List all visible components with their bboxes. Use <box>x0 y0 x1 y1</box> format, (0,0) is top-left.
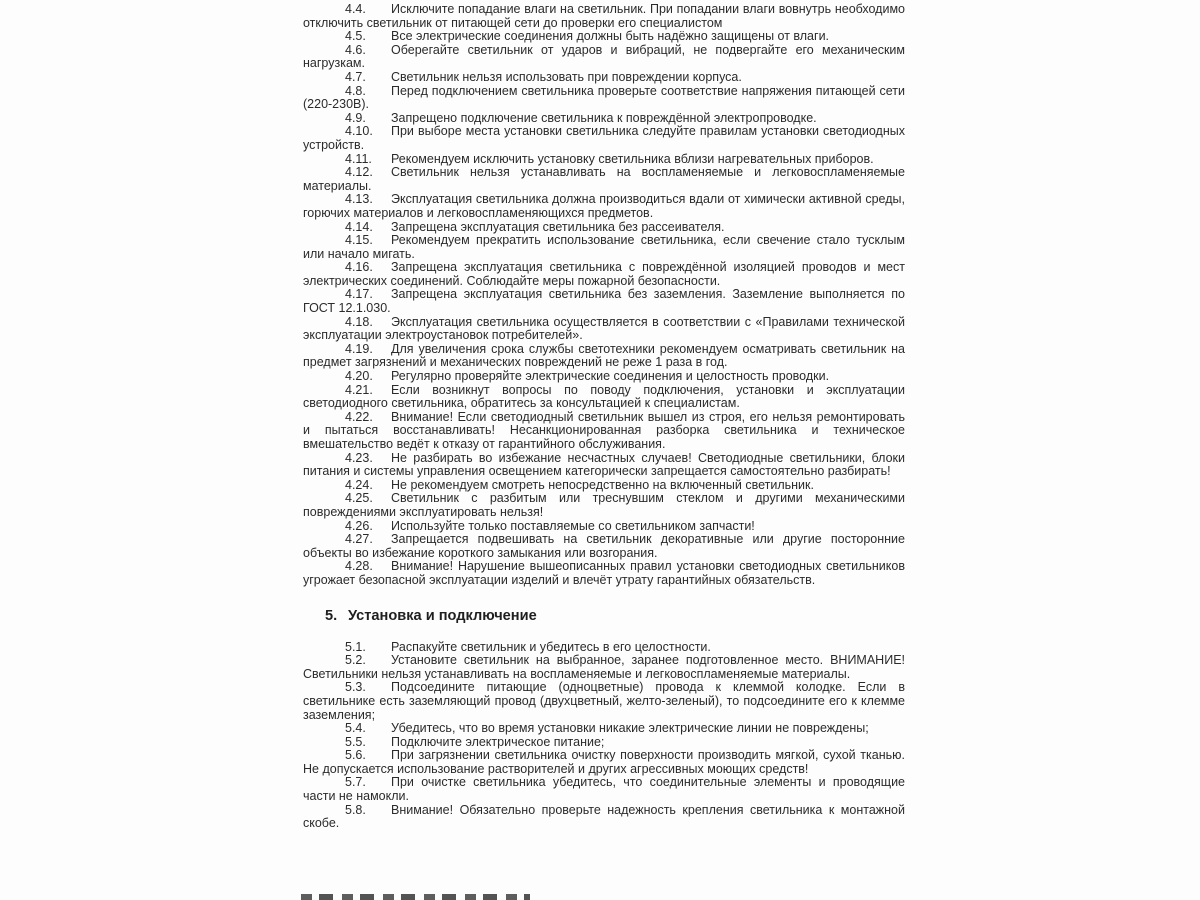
item-text: Внимание! Если светодиодный светильник вышел из строя, его нельзя ремонтировать и пытаться восстанавливать! Несанкционированная разборка светильника и техническое вмешательство ведёт к отказу от гарантийного обслуживания. <box>303 409 905 451</box>
item-number: 4.15. <box>345 233 373 248</box>
item-text: Убедитесь, что во время установки никакие электрические линии не повреждены; <box>391 721 869 736</box>
numbered-list-item <box>303 234 905 261</box>
item-text: Светильник нельзя устанавливать на воспламеняемые и легковоспламеняемые материалы. <box>303 165 905 193</box>
item-text: При выборе места установки светильника следуйте правилам установки светодиодных устройств. <box>303 124 905 152</box>
numbered-list-item <box>303 654 905 681</box>
item-text: Распакуйте светильник и убедитесь в его целостности. <box>391 639 711 654</box>
section-5-install-steps-list <box>303 641 905 831</box>
numbered-list-item <box>303 112 905 126</box>
numbered-list-item <box>303 166 905 193</box>
item-number: 4.14. <box>345 219 373 234</box>
item-number: 4.12. <box>345 165 373 180</box>
item-text: Регулярно проверяйте электрические соединения и целостность проводки. <box>391 369 830 384</box>
item-text: Запрещена эксплуатация светильника с повреждённой изоляцией проводов и мест электрических соединений. Соблюдайте меры пожарной безопасности. <box>303 260 905 288</box>
numbered-list-item <box>303 452 905 479</box>
numbered-list-item <box>303 316 905 343</box>
item-text: Запрещена эксплуатация светильника без рассеивателя. <box>391 219 725 234</box>
item-number: 5.4. <box>345 721 366 736</box>
numbered-list-item <box>303 370 905 384</box>
numbered-list-item <box>303 384 905 411</box>
numbered-list-item <box>303 641 905 655</box>
item-text: Перед подключением светильника проверьте соответствие напряжения питающей сети (220-230В). <box>303 83 905 112</box>
item-text: Запрещена эксплуатация светильника без заземления. Заземление выполняется по ГОСТ 12.1.030. <box>303 287 905 316</box>
numbered-list-item <box>303 71 905 85</box>
item-text: Подсоедините питающие (одноцветные) провода к клеммой колодке. Если в светильнике есть заземляющий провод (двухцветный, желто-зеленый), то подсоедините его к клемме заземления; <box>303 680 905 722</box>
item-text: Эксплуатация светильника должна производиться вдали от химически активной среды, горючих материалов и легковоспламеняющихся предметов. <box>303 192 905 220</box>
item-number: 4.26. <box>345 518 373 533</box>
item-number: 4.7. <box>345 69 366 84</box>
numbered-list-item <box>303 30 905 44</box>
numbered-list-item <box>303 533 905 560</box>
item-number: 4.4. <box>345 2 366 16</box>
item-text: Если возникнут вопросы по поводу подключения, установки и эксплуатации светодиодного светильника, обратитесь за консультацией к специалистам. <box>303 382 905 411</box>
section-4-safety-rules-list <box>303 3 905 588</box>
item-number: 5.8. <box>345 802 366 817</box>
item-number: 4.22. <box>345 409 373 424</box>
numbered-list-item <box>303 776 905 803</box>
item-text: Все электрические соединения должны быть надёжно защищены от влаги. <box>391 29 830 44</box>
numbered-list-item <box>303 749 905 776</box>
manual-text-column <box>303 3 905 831</box>
item-number: 4.23. <box>345 450 373 465</box>
item-number: 4.20. <box>345 369 373 384</box>
item-number: 4.6. <box>345 42 366 57</box>
item-number: 4.9. <box>345 110 366 125</box>
item-number: 4.18. <box>345 314 373 329</box>
item-number: 4.11. <box>345 151 372 166</box>
item-text: Не разбирать во избежание несчастных случаев! Светодиодные светильники, блоки питания и системы управления освещением категорически запрещается самостоятельно разбирать! <box>303 450 905 479</box>
item-text: Для увеличения срока службы светотехники рекомендуем осматривать светильник на предмет загрязнений и механических повреждений не реже 1 раза в год. <box>303 341 905 370</box>
item-number: 5.1. <box>345 639 366 654</box>
item-number: 4.19. <box>345 341 373 356</box>
item-text: Эксплуатация светильника осуществляется в соответствии с «Правилами технической эксплуатации электроустановок потребителей». <box>303 314 905 343</box>
item-number: 5.3. <box>345 680 366 695</box>
numbered-list-item <box>303 520 905 534</box>
numbered-list-item <box>303 153 905 167</box>
numbered-list-item <box>303 343 905 370</box>
item-text: Рекомендуем исключить установку светильника вблизи нагревательных приборов. <box>391 151 874 166</box>
numbered-list-item <box>303 85 905 112</box>
item-number: 5.2. <box>345 653 366 668</box>
numbered-list-item <box>303 261 905 288</box>
item-text: Оберегайте светильник от ударов и вибраций, не подвергайте его механическим нагрузкам. <box>303 42 905 71</box>
numbered-list-item <box>303 411 905 452</box>
numbered-list-item <box>303 44 905 71</box>
item-text: Рекомендуем прекратить использование светильника, если свечение стало тусклым или начало мигать. <box>303 233 905 261</box>
item-text: Подключите электрическое питание; <box>391 734 605 749</box>
item-text: Светильник нельзя использовать при повреждении корпуса. <box>391 69 742 84</box>
item-number: 4.8. <box>345 83 366 98</box>
item-number: 5.5. <box>345 734 366 749</box>
item-text: Внимание! Обязательно проверьте надежность крепления светильника к монтажной скобе. <box>303 802 905 831</box>
item-text: Внимание! Нарушение вышеописанных правил установки светодиодных светильников угрожает безопасной эксплуатации изделий и влечёт утрату гарантийных обязательств. <box>303 559 905 587</box>
item-number: 4.27. <box>345 532 373 547</box>
item-number: 4.10. <box>345 124 373 139</box>
numbered-list-item <box>303 722 905 736</box>
item-number: 5.7. <box>345 775 366 790</box>
item-text: Установите светильник на выбранное, заранее подготовленное место. ВНИМАНИЕ! Светильники нельзя устанавливать на воспламеняемые и легковоспламеняемые материалы. <box>303 653 905 681</box>
item-text: Запрещается подвешивать на светильник декоративные или другие посторонние объекты во избежание короткого замыкания или возгорания. <box>303 532 905 560</box>
section-5-heading <box>325 608 905 625</box>
numbered-list-item <box>303 221 905 235</box>
section-5-title: Установка и подключение <box>348 607 537 624</box>
numbered-list-item <box>303 193 905 220</box>
numbered-list-item <box>303 125 905 152</box>
item-number: 4.5. <box>345 29 366 44</box>
item-number: 4.28. <box>345 559 373 574</box>
numbered-list-item <box>303 492 905 519</box>
item-text: Запрещено подключение светильника к повреждённой электропроводке. <box>391 110 817 125</box>
cutoff-next-line-fragment <box>301 894 530 900</box>
numbered-list-item <box>303 736 905 750</box>
item-text: Светильник с разбитым или треснувшим стеклом и другими механическими повреждениями эксплуатировать нельзя! <box>303 491 905 519</box>
item-text: Используйте только поставляемые со светильником запчасти! <box>391 518 755 533</box>
numbered-list-item <box>303 560 905 587</box>
item-text: При загрязнении светильника очистку поверхности производить мягкой, сухой тканью. Не допускается использование растворителей и других агрессивных моющих средств! <box>303 748 905 776</box>
item-text: Исключите попадание влаги на светильник. При попадании влаги вовнутрь необходимо отключить светильник от питающей сети до проверки его специалистом <box>303 2 905 30</box>
numbered-list-item <box>303 804 905 831</box>
section-5-number: 5. <box>325 607 338 624</box>
item-number: 4.16. <box>345 260 373 275</box>
numbered-list-item <box>303 288 905 315</box>
item-text: Не рекомендуем смотреть непосредственно на включенный светильник. <box>391 477 814 492</box>
numbered-list-item <box>303 479 905 493</box>
numbered-list-item <box>303 3 905 30</box>
item-number: 4.25. <box>345 491 373 506</box>
item-number: 5.6. <box>345 748 366 763</box>
item-text: При очистке светильника убедитесь, что соединительные элементы и проводящие части не намокли. <box>303 775 905 804</box>
item-number: 4.13. <box>345 192 373 207</box>
numbered-list-item <box>303 681 905 722</box>
item-number: 4.24. <box>345 477 373 492</box>
item-number: 4.17. <box>345 287 373 302</box>
item-number: 4.21. <box>345 382 373 397</box>
